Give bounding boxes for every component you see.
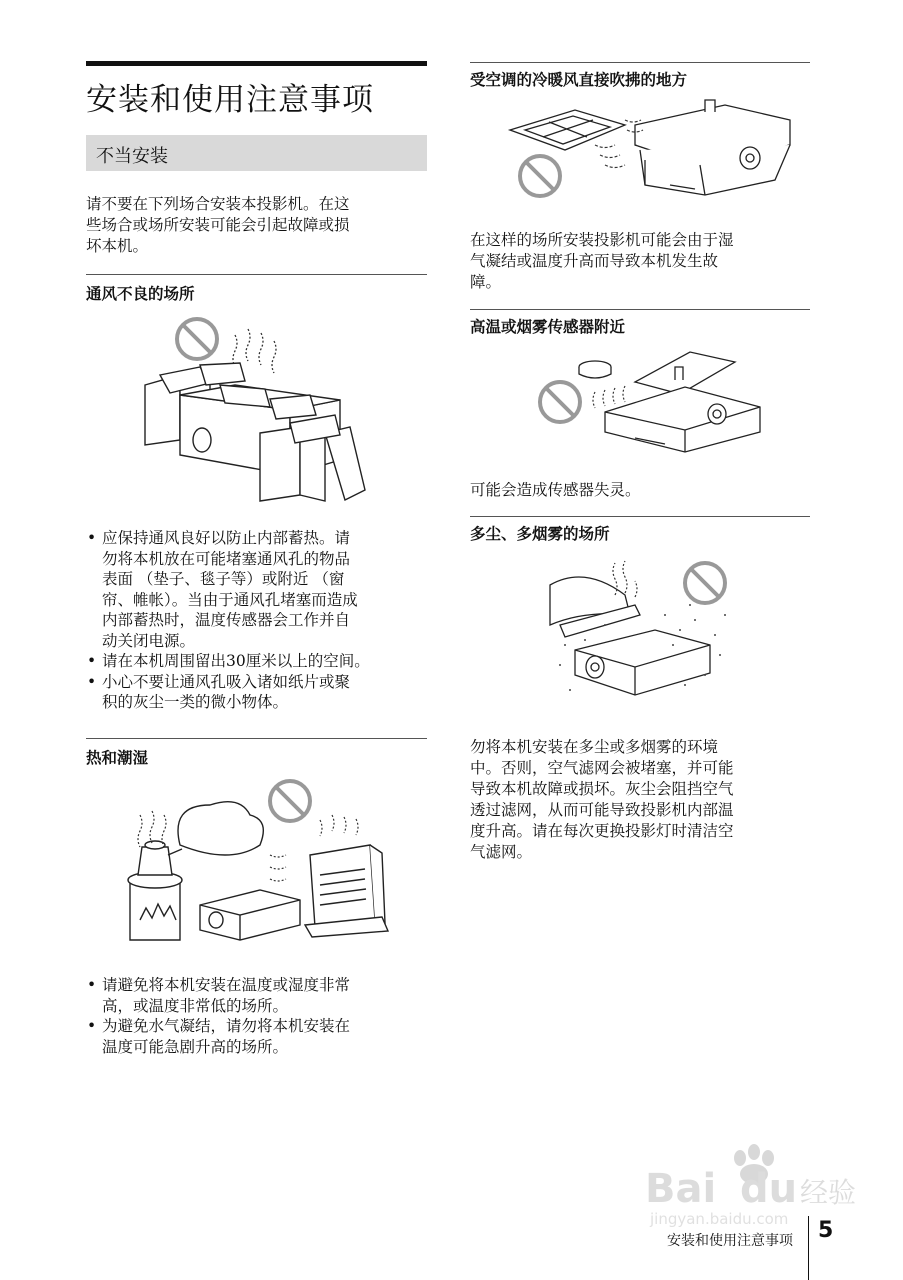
dust-line: 度升高。请在每次更换投影灯时清洁空 xyxy=(470,822,734,840)
bullet-line: 勿将本机放在可能堵塞通风孔的物品 xyxy=(102,549,351,568)
section-rule xyxy=(470,62,810,63)
svg-text:经验: 经验 xyxy=(800,1176,857,1209)
bullet-line: 小心不要让通风孔吸入诸如纸片或聚 xyxy=(102,672,351,691)
section-rule xyxy=(86,274,427,275)
intro-line: 坏本机。 xyxy=(86,237,149,255)
intro-line: 些场合或场所安装可能会引起故障或损 xyxy=(86,216,350,234)
bullet-line: 高，或温度非常低的场所。 xyxy=(102,996,289,1015)
page-number: 5 xyxy=(818,1218,834,1243)
bullet-line: 请在本机周围留出30厘米以上的空间。 xyxy=(102,652,370,670)
bullet-item xyxy=(86,1016,431,1057)
poor-ventilation-illustration xyxy=(140,315,370,510)
smoke-sensor-illustration xyxy=(535,352,760,457)
svg-text:jingyan.baidu.com: jingyan.baidu.com xyxy=(650,1210,789,1228)
section-rule xyxy=(470,309,810,310)
bullet-line: 应保持通风良好以防止内部蓄热。请 xyxy=(102,529,351,547)
section-rule xyxy=(470,516,810,517)
bullet-line: 动关闭电源。 xyxy=(102,631,196,650)
subheading-box xyxy=(86,135,427,171)
baidu-watermark-logo xyxy=(640,1140,870,1230)
bullet-item xyxy=(86,651,431,672)
bullet-line: 帘、帷帐）。当由于通风孔堵塞而造成 xyxy=(102,590,358,609)
page-title: 安装和使用注意事项 xyxy=(86,82,374,118)
footer-section-name: 安装和使用注意事项 xyxy=(667,1233,793,1249)
bullet-line: 为避免水气凝结，请勿将本机安装在 xyxy=(102,1017,351,1035)
bullet-line: 内部蓄热时，温度传感器会工作并自 xyxy=(102,611,351,629)
dust-line: 中。否则，空气滤网会被堵塞，并可能 xyxy=(470,759,734,777)
footer-divider xyxy=(808,1216,809,1280)
dust-paragraph xyxy=(470,737,815,863)
title-rule xyxy=(86,61,427,66)
heat-bullets xyxy=(86,975,431,1057)
svg-text:Bai: Bai xyxy=(645,1166,717,1212)
bullet-line: 表面 （垫子、毯子等）或附近 （窗 xyxy=(102,570,345,588)
bullet-line: 积的灰尘一类的微小物体。 xyxy=(102,693,289,711)
section-heading-heat: 热和潮湿 xyxy=(86,749,149,767)
ventilation-bullets xyxy=(86,528,431,713)
dust-line: 透过滤网，从而可能导致投影机内部温 xyxy=(470,801,734,819)
dust-line: 导致本机故障或损坏。灰尘会阻挡空气 xyxy=(470,780,734,798)
bullet-item xyxy=(86,528,431,651)
aircon-line: 在这样的场所安装投影机可能会由于湿 xyxy=(470,231,734,249)
aircon-line: 障。 xyxy=(470,273,502,291)
section-heading-dust: 多尘、多烟雾的场所 xyxy=(470,525,610,543)
svg-text:du: du xyxy=(740,1166,798,1212)
bullet-line: 请避免将本机安装在温度或湿度非常 xyxy=(102,976,351,994)
subheading: 不当安装 xyxy=(96,146,168,167)
dust-line: 勿将本机安装在多尘或多烟雾的环境 xyxy=(470,738,719,756)
bullet-line: 温度可能急剧升高的场所。 xyxy=(102,1037,289,1056)
dust-smoke-illustration xyxy=(545,555,735,715)
aircon-line: 气凝结或温度升高而导致本机发生故 xyxy=(470,252,719,270)
section-heading-sensor: 高温或烟雾传感器附近 xyxy=(470,318,626,336)
bullet-item xyxy=(86,975,431,1016)
bullet-item xyxy=(86,672,431,713)
section-heading-aircon: 受空调的冷暖风直接吹拂的地方 xyxy=(470,71,688,89)
heat-humidity-illustration xyxy=(120,775,390,945)
intro-paragraph xyxy=(86,194,431,257)
air-conditioner-illustration xyxy=(505,100,790,210)
section-heading-ventilation: 通风不良的场所 xyxy=(86,285,195,303)
intro-line: 请不要在下列场合安装本投影机。在这 xyxy=(86,195,350,213)
dust-line: 气滤网。 xyxy=(470,843,533,861)
aircon-paragraph xyxy=(470,230,815,293)
sensor-paragraph: 可能会造成传感器失灵。 xyxy=(470,481,641,499)
section-rule xyxy=(86,738,427,739)
